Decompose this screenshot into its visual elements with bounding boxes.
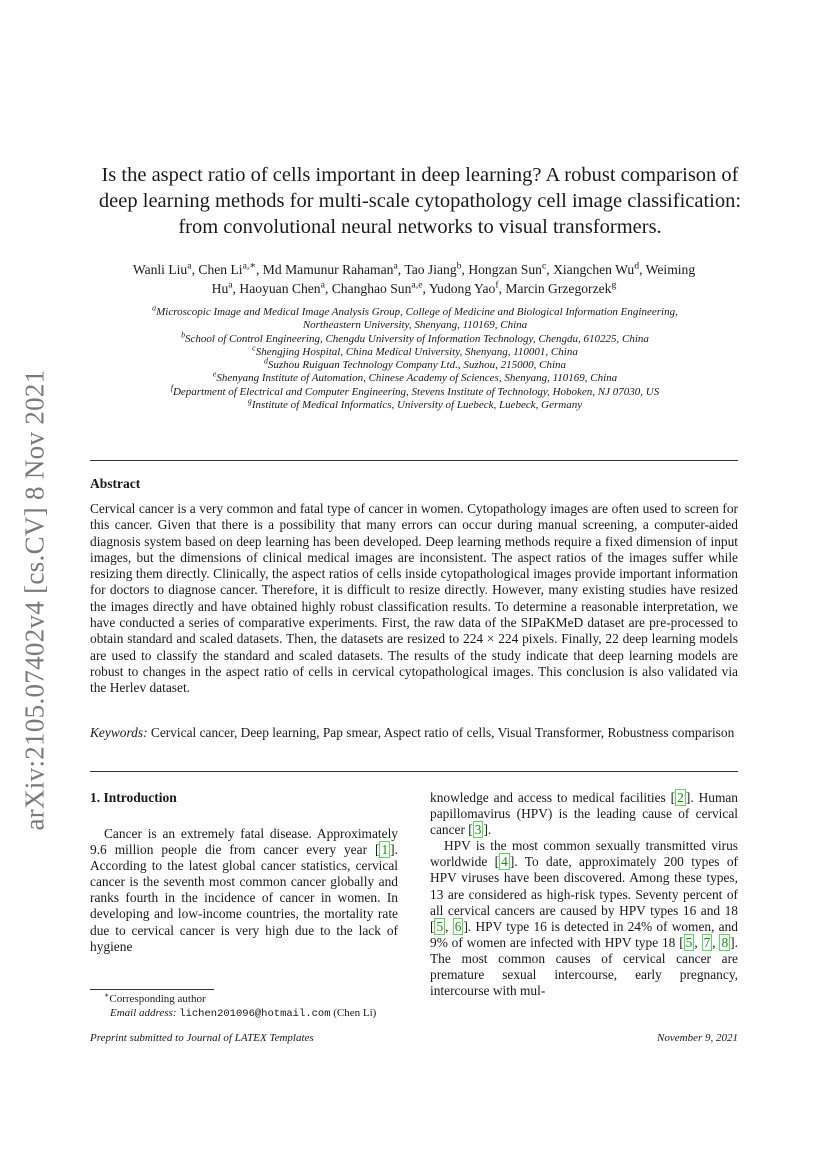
affiliation [90, 303, 740, 319]
author-name: Md Mamunur Rahaman [262, 262, 394, 277]
affiliation-text: Suzhou Ruiguan Technology Company Ltd., Suzhou, 215000, China [267, 359, 567, 372]
body-text: . Human papillomavirus (HPV) is the leading cause of cervical cancer [430, 790, 738, 838]
body-text: . [487, 822, 492, 838]
author-name: Hongzan Sun [468, 262, 542, 277]
author-affiliation-mark: a [228, 279, 233, 291]
keywords-text: Cervical cancer, Deep learning, Pap smear, Aspect ratio of cells, Visual Transformer, Robustness comparison [150, 725, 735, 740]
author-name: Haoyuan Chen [239, 281, 321, 296]
footer-date: November 9, 2021 [657, 1032, 738, 1044]
citation-link[interactable]: 3 [474, 822, 482, 838]
intro-right-column [430, 790, 738, 999]
abstract-body: Cervical cancer is a very common and fatal type of cancer in women. Cytopathology images are often used to screen for this cancer. Given that there is a possibility that many errors can occur during manual screening, a computer-aided diagnosis system based on deep learning has been developed. Deep learning methods require a fixed dimension of input images, but the dimensions of clinical medical images are inconsistent. The aspect ratios of the images suffer while resizing them directly. Clinically, the aspect ratios of cells inside cytopathological images provide important information for doctors to diagnose cancer. Therefore, it is difficult to resize directly. However, many existing studies have resized the images directly and have obtained highly robust classification results. To determine a reasonable interpretation, we have conducted a series of comparative experiments. First, the raw data of the SIPaKMeD dataset are pre-processed to obtain standard and scaled datasets. Then, the datasets are resized to 224 × 224 pixels. Finally, 22 deep learning models are used to classify the standard and scaled datasets. The results of the study indicate that deep learning models are robust to changes in the aspect ratio of cells in cervical cytopathological images. This conclusion is also validated via the Herlev dataset. [90, 501, 738, 696]
affiliation-text: Northeastern University, Shenyang, 110169, China [302, 319, 528, 332]
author-name: Chen Li [198, 262, 243, 277]
author-affiliation-mark: f [495, 279, 499, 291]
affiliation-list [90, 303, 740, 412]
paper-title: Is the aspect ratio of cells important in deep learning? A robust comparison of deep learning methods for multi-scale cytopathology cell image classification: from convolutional neural networks to visual transformers. [98, 164, 742, 238]
citation-link[interactable]: 7 [703, 934, 711, 950]
author-name: Wanli Liu [132, 262, 188, 277]
abstract-top-rule [90, 460, 738, 461]
body-text: HPV is the most common sexually transmitted virus worldwide [430, 838, 738, 870]
email-link[interactable]: lichen201096@hotmail.com [179, 1008, 331, 1020]
affiliation-text: Department of Electrical and Computer Engineering, Stevens Institute of Technology, Hoboken, NJ 07030, US [172, 385, 660, 398]
author-name: Xiangchen Wu [553, 262, 635, 277]
footnote-marker: ∗ [104, 990, 110, 1000]
email-owner: (Chen Li) [333, 1007, 377, 1019]
affiliation-text: School of Control Engineering, Chengdu University of Information Technology, Chengdu, 610225, China [185, 332, 649, 345]
affiliation [90, 356, 740, 372]
author-affiliation-mark: b [456, 260, 462, 272]
affiliation [90, 383, 740, 399]
affiliation [90, 329, 740, 346]
author-affiliation-mark: g [611, 279, 617, 291]
corresponding-author-note: Corresponding author [109, 993, 206, 1005]
affiliation-text: Microscopic Image and Medical Image Analysis Group, College of Medicine and Biological Information Engineering, [156, 306, 678, 318]
intro-paragraph: knowledge and access to medical facilities [ 2 ]. Human papillomavirus (HPV) is the leading cause of cervical cancer [ 3 ]. [430, 790, 738, 838]
section-heading: 1. Introduction [90, 790, 177, 805]
author-list [86, 260, 742, 298]
keywords-label: Keywords: [90, 725, 148, 740]
affiliation-mark: b [181, 329, 186, 339]
author-name: Changhao Sun [331, 281, 412, 296]
intro-paragraph: HPV is the most common sexually transmitted virus worldwide [ 4 ]. To date, approximately 200 types of HPV viruses have been discovered. Among these types, 13 are considered as high-risk types. Seventy percent of all cervical cancers are caused by HPV types 16 and 18 [ 5 , 6 ]. HPV type 16 is detected in 24% of women, and 9% of women are infected with HPV type 18 [ 5 , 7 , 8 ]. The most common causes of cervical cancer are premature sexual intercourse, early pregnancy, intercourse with mul- [430, 838, 738, 999]
intro-left-column: Cancer is an extremely fatal disease. Approximately 9.6 million people die from cancer every year [ 1 ]. According to the latest global cancer statistics, cervical cancer is the seventh most common cancer globally and ranks fourth in the incidence of cancer in women. In developing and low-income countries, the mortality rate due to cervical cancer is very high due to the lack of hygiene [90, 826, 398, 954]
affiliation-text: Shenyang Institute of Automation, Chinese Academy of Sciences, Shenyang, 110169, China [216, 372, 618, 385]
author-affiliation-mark: a [393, 260, 398, 272]
affiliation-mark: d [263, 356, 268, 366]
author-affiliation-mark: a,∗ [242, 260, 256, 272]
author-name: Hu [211, 281, 229, 296]
author-name: Yudong Yao [428, 281, 496, 296]
affiliation-text: Shengjing Hospital, China Medical University, Shenyang, 110001, China [255, 345, 578, 358]
email-label: Email address: [110, 1007, 177, 1019]
author-affiliation-mark: a [320, 279, 325, 291]
affiliation-mark: f [170, 383, 173, 393]
author-name: Marcin Grzegorzek [505, 281, 612, 296]
abstract-bottom-rule [90, 771, 738, 772]
affiliation [90, 319, 740, 332]
arxiv-stamp-text: arXiv:2105.07402v4 [cs.CV] 8 Nov 2021 [19, 369, 50, 831]
footnote [90, 992, 376, 1021]
author-affiliation-mark: d [634, 260, 640, 272]
affiliation [90, 396, 740, 412]
footer-journal: Preprint submitted to Journal of LATEX Templates [90, 1032, 314, 1044]
body-text: . The most common causes of cervical cancer are premature sexual intercourse, early pregnancy, intercourse with mul- [430, 934, 738, 999]
author-affiliation-mark: a [187, 260, 192, 272]
affiliation-mark: c [252, 343, 256, 353]
affiliation [90, 369, 740, 385]
abstract-heading: Abstract [90, 476, 141, 491]
arxiv-identifier-stamp [14, 365, 56, 835]
body-text: . HPV type 16 is detected in 24% of women, and 9% of women are infected with HPV type 18 [430, 918, 738, 950]
body-text: . To date, approximately 200 types of HPV viruses have been discovered. Among these types, 13 are considered as high-risk types. Seventy percent of all cervical cancers are caused by HPV types 16 and 18 [430, 854, 738, 918]
author-affiliation-mark: a,e [411, 279, 423, 291]
author-line-2: Hu$^a$, Haoyuan Chen$^a$, Changhao Sun$^{a,e}$, Yudong Yao$^f$, Marcin Grzegorzek$^g$ [211, 279, 617, 296]
body-text: knowledge and access to medical facilities [430, 790, 671, 805]
citation-link[interactable]: 1 [381, 842, 389, 858]
citation-link[interactable]: 2 [677, 790, 684, 805]
author-name: Tao Jiang [404, 262, 457, 277]
body-text: . According to the latest global cancer statistics, cervical cancer is the seventh most common cancer globally and ranks fourth in the incidence of cancer in women. In developing and low-income countries, the mortality rate due to cervical cancer is very high due to the lack of hygiene [90, 842, 398, 954]
author-name: Weiming [645, 262, 696, 277]
citation-link[interactable]: 5 [685, 934, 693, 950]
affiliation-mark: g [247, 396, 252, 406]
citation-link[interactable]: 8 [721, 934, 729, 950]
citation-link[interactable]: 4 [501, 854, 508, 870]
affiliation-text: Institute of Medical Informatics, University of Luebeck, Luebeck, Germany [251, 399, 583, 412]
affiliation [90, 343, 740, 359]
citation-link[interactable]: 5 [436, 918, 444, 934]
citation-link[interactable]: 6 [454, 918, 462, 934]
author-affiliation-mark: c [541, 260, 547, 272]
author-line-1: Wanli Liu$^a$, Chen $Li^{a,∗}$, Md Mamunur Rahaman$^a$, Tao Jiang$^b$, Hongzan Sun$^c$, Xiangchen Wu$^d$, Weiming [132, 260, 696, 277]
keywords [90, 725, 738, 741]
affiliation-mark: a [152, 303, 157, 313]
body-text: Cancer is an extremely fatal disease. Approximately 9.6 million people die from cancer every year [90, 826, 398, 858]
affiliation-mark: e [212, 369, 217, 379]
